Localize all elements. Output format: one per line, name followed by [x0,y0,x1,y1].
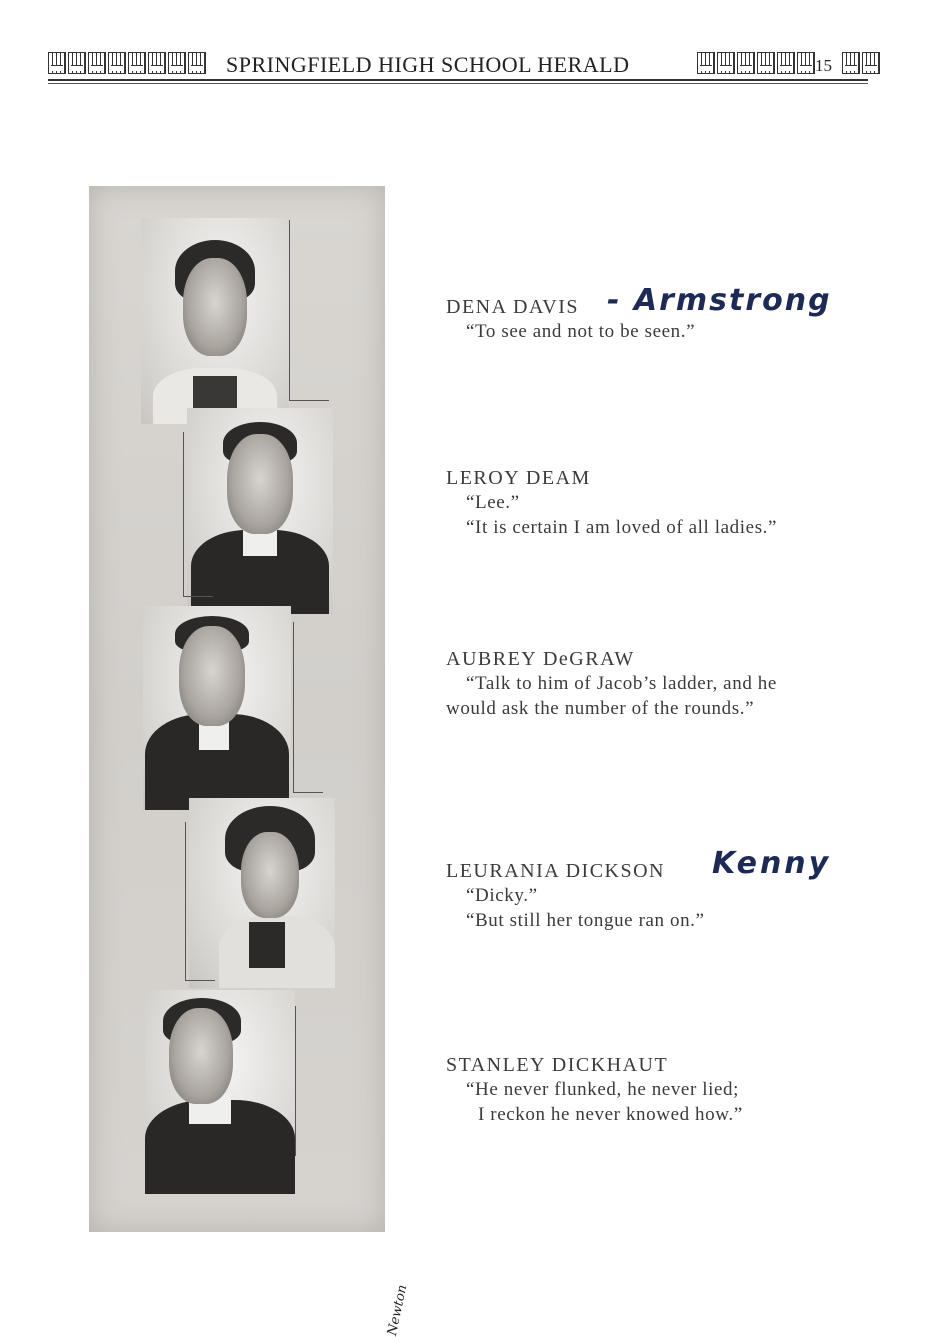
portrait-dena-davis [141,218,289,424]
frame-line [183,596,213,597]
handwritten-annotation: Kenny [712,846,832,881]
student-nickname: “Dicky.” [466,885,538,906]
entry-stanley-dickhaut [446,1054,743,1127]
portrait-aubrey-degraw [143,606,291,810]
handwritten-annotation: - Armstrong [607,283,832,318]
frame-line [185,822,186,980]
photographer-signature: Newton [385,1283,411,1337]
student-quote: “It is certain I am loved of all ladies.” [466,517,778,538]
frame-line [293,792,323,793]
frame-line [295,1006,296,1156]
student-quote: “To see and not to be seen.” [466,321,696,342]
header-ornament-left [48,52,206,76]
header-ornament-right [697,52,815,76]
student-name: LEROY DEAM [446,467,591,489]
frame-line [185,980,215,981]
student-quote: “He never flunked, he never lied; [466,1079,740,1100]
student-name: LEURANIA DICKSON [446,860,665,882]
student-name: STANLEY DICKHAUT [446,1054,669,1076]
entry-leurania-dickson [446,860,705,933]
header-title: SPRINGFIELD HIGH SCHOOL HERALD [226,52,630,77]
page-number: 15 [815,56,832,75]
frame-line [289,400,329,401]
frame-line [289,220,290,400]
student-quote: “Talk to him of Jacob’s ladder, and he [466,673,777,694]
frame-line [183,432,184,596]
header-rule [48,79,868,81]
frame-line [293,622,294,792]
student-quote-continued: I reckon he never knowed how.” [478,1104,743,1125]
student-quote: “But still her tongue ran on.” [466,910,705,931]
portrait-leroy-deam [187,408,333,614]
entry-aubrey-degraw [446,648,777,721]
entry-leroy-deam [446,467,777,540]
student-name: DENA DAVIS [446,296,579,318]
student-nickname: “Lee.” [466,492,520,513]
header-ornament-end [842,52,880,76]
student-quote-continued: would ask the number of the rounds.” [446,698,755,719]
portrait-leurania-dickson [189,798,335,988]
header-rule-thin [48,83,868,84]
photo-strip [89,186,411,1337]
portrait-stanley-dickhaut [145,990,295,1194]
student-name: AUBREY DeGRAW [446,648,635,670]
